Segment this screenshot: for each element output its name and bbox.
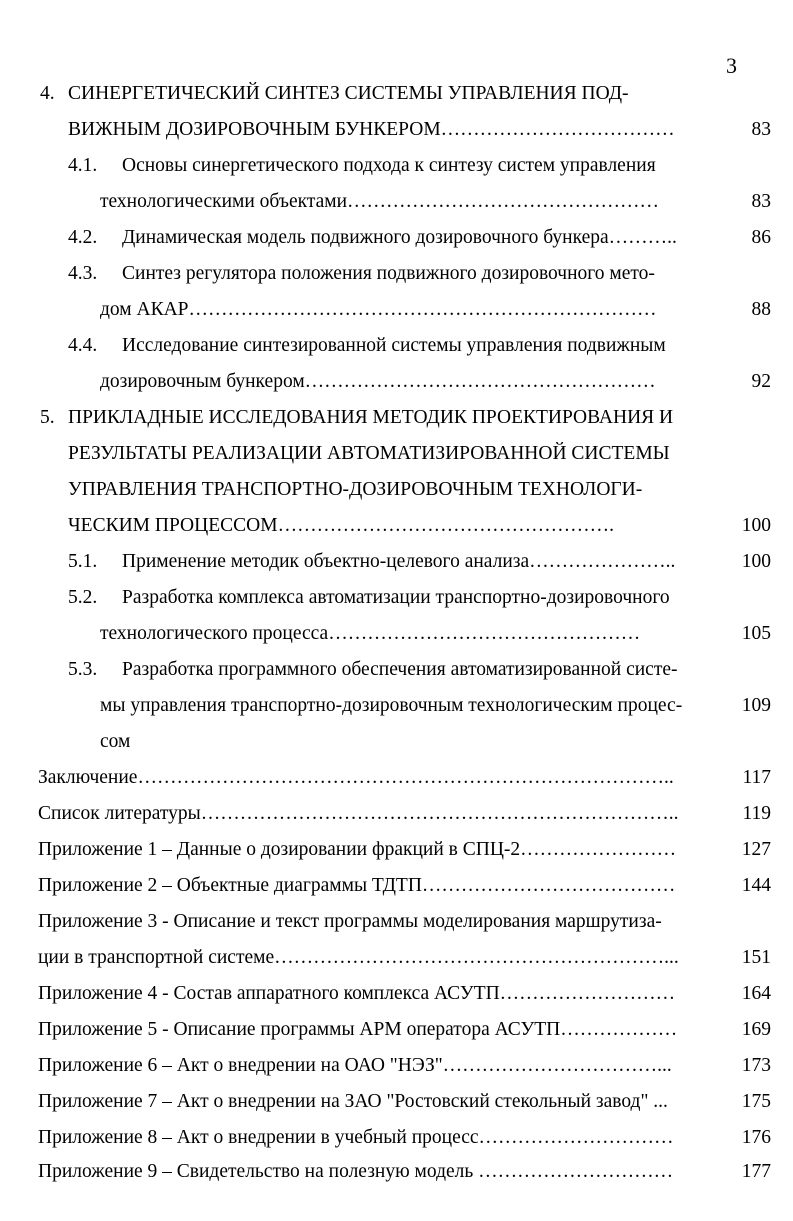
- section-title-cont: технологическими объектами…………………………………………: [100, 191, 660, 212]
- toc-chapter-5-cont[interactable]: [0, 508, 793, 544]
- section-title: Синтез регулятора положения подвижного дозировочного мето-: [122, 263, 655, 284]
- section-title: Динамическая модель подвижного дозировочного бункера………..: [122, 227, 677, 248]
- section-title: Основы синергетического подхода к синтезу систем управления: [122, 155, 656, 176]
- toc-appendix-5[interactable]: [0, 1012, 793, 1048]
- section-title: Применение методик объектно-целевого анализа…………………..: [122, 551, 676, 572]
- chapter-title: ПРИКЛАДНЫЕ ИССЛЕДОВАНИЯ МЕТОДИК ПРОЕКТИРОВАНИЯ И: [68, 407, 674, 428]
- page-ref: 100: [741, 551, 771, 572]
- toc-section-5-3[interactable]: [0, 652, 793, 688]
- page-ref: 169: [741, 1019, 771, 1040]
- section-number: 5.1.: [68, 551, 98, 572]
- toc-chapter-5-cont[interactable]: [0, 436, 793, 472]
- toc-chapter-4-cont[interactable]: [0, 112, 793, 148]
- section-number: 4.2.: [68, 227, 98, 248]
- page-ref: 92: [751, 371, 771, 392]
- toc-appendix-9[interactable]: [0, 1154, 793, 1188]
- toc-appendix-8[interactable]: [0, 1120, 793, 1154]
- page-ref: 100: [741, 515, 771, 536]
- toc-appendix-1[interactable]: [0, 832, 793, 868]
- toc-appendix-3[interactable]: [0, 904, 793, 940]
- toc-section-5-3-cont[interactable]: [0, 724, 793, 760]
- toc-section-4-3[interactable]: [0, 256, 793, 292]
- page-ref: 109: [741, 695, 771, 716]
- section-number: 5.2.: [68, 587, 98, 608]
- page-ref: 173: [741, 1055, 771, 1076]
- page-ref: 176: [741, 1127, 771, 1148]
- toc-section-5-2[interactable]: [0, 580, 793, 616]
- page-ref: 86: [751, 227, 771, 248]
- page-ref: 164: [741, 983, 771, 1004]
- page-ref: 117: [742, 767, 771, 788]
- entry-title: Приложение 8 – Акт о внедрении в учебный процесс…………………………: [38, 1127, 674, 1148]
- entry-title: Приложение 6 – Акт о внедрении на ОАО "НЭЗ"……………………………...: [38, 1055, 672, 1076]
- toc-appendix-3-cont[interactable]: [0, 940, 793, 976]
- section-title-cont: дом АКАР………………………………………………………………: [100, 299, 657, 320]
- entry-title: Приложение 2 – Объектные диаграммы ТДТП…………………………………: [38, 875, 676, 896]
- table-of-contents: [0, 76, 793, 1188]
- toc-appendix-6[interactable]: [0, 1048, 793, 1084]
- page-ref: 105: [741, 623, 771, 644]
- chapter-number: 5.: [40, 407, 55, 428]
- page-ref: 119: [742, 803, 771, 824]
- page-ref: 83: [751, 191, 771, 212]
- toc-section-4-2[interactable]: [0, 220, 793, 256]
- section-title-cont: дозировочным бункером………………………………………………: [100, 371, 656, 392]
- toc-chapter-4[interactable]: [0, 76, 793, 112]
- toc-section-4-4-cont[interactable]: [0, 364, 793, 400]
- page-ref: 151: [741, 947, 771, 968]
- section-title-cont: мы управления транспортно-дозировочным технологическим процес-: [100, 695, 683, 716]
- toc-section-5-1[interactable]: [0, 544, 793, 580]
- toc-section-4-3-cont[interactable]: [0, 292, 793, 328]
- entry-title-cont: ции в транспортной системе……………………………………………………...: [38, 947, 679, 968]
- section-number: 4.4.: [68, 335, 98, 356]
- toc-section-4-1[interactable]: [0, 148, 793, 184]
- entry-title: Список литературы………………………………………………………………..: [38, 803, 679, 824]
- chapter-title: СИНЕРГЕТИЧЕСКИЙ СИНТЕЗ СИСТЕМЫ УПРАВЛЕНИЯ ПОД-: [68, 83, 629, 104]
- toc-section-4-4[interactable]: [0, 328, 793, 364]
- section-title: Разработка программного обеспечения автоматизированной систе-: [122, 659, 678, 680]
- entry-title: Приложение 4 - Состав аппаратного комплекса АСУТП………………………: [38, 983, 676, 1004]
- page-ref: 177: [741, 1161, 771, 1182]
- toc-references[interactable]: [0, 796, 793, 832]
- chapter-title-cont: ЧЕСКИМ ПРОЦЕССОМ…………………………………………….: [68, 515, 614, 536]
- entry-title: Приложение 3 - Описание и текст программы моделирования маршрутиза-: [38, 911, 662, 932]
- page-ref: 175: [741, 1091, 771, 1112]
- section-title: Исследование синтезированной системы управления подвижным: [122, 335, 666, 356]
- toc-chapter-5-cont[interactable]: [0, 472, 793, 508]
- entry-title: Заключение………………………………………………………………………..: [38, 767, 674, 788]
- toc-appendix-4[interactable]: [0, 976, 793, 1012]
- section-number: 4.3.: [68, 263, 98, 284]
- section-title-cont: технологического процесса…………………………………………: [100, 623, 641, 644]
- page-ref: 83: [751, 119, 771, 140]
- page-ref: 88: [751, 299, 771, 320]
- toc-section-5-3-cont[interactable]: [0, 688, 793, 724]
- entry-title: Приложение 7 – Акт о внедрении на ЗАО "Ростовский стекольный завод" ...: [38, 1091, 668, 1112]
- entry-title: Приложение 5 - Описание программы АРМ оператора АСУТП………………: [38, 1019, 678, 1040]
- chapter-title-cont: УПРАВЛЕНИЯ ТРАНСПОРТНО-ДОЗИРОВОЧНЫМ ТЕХНОЛОГИ-: [68, 479, 643, 500]
- entry-title: Приложение 1 – Данные о дозировании фракций в СПЦ-2……………………: [38, 839, 677, 860]
- toc-appendix-7[interactable]: [0, 1084, 793, 1120]
- toc-section-5-2-cont[interactable]: [0, 616, 793, 652]
- page-ref: 127: [741, 839, 771, 860]
- toc-chapter-5[interactable]: [0, 400, 793, 436]
- page-ref: 144: [741, 875, 771, 896]
- section-number: 5.3.: [68, 659, 98, 680]
- section-number: 4.1.: [68, 155, 98, 176]
- toc-appendix-2[interactable]: [0, 868, 793, 904]
- section-title-cont: сом: [100, 731, 131, 752]
- section-title: Разработка комплекса автоматизации транспортно-дозировочного: [122, 587, 670, 608]
- chapter-title-cont: ВИЖНЫМ ДОЗИРОВОЧНЫМ БУНКЕРОМ………………………………: [68, 119, 675, 140]
- toc-section-4-1-cont[interactable]: [0, 184, 793, 220]
- chapter-title-cont: РЕЗУЛЬТАТЫ РЕАЛИЗАЦИИ АВТОМАТИЗИРОВАННОЙ СИСТЕМЫ: [68, 443, 670, 464]
- entry-title: Приложение 9 – Свидетельство на полезную модель …………………………: [38, 1161, 674, 1182]
- toc-conclusion[interactable]: [0, 760, 793, 796]
- chapter-number: 4.: [40, 83, 55, 104]
- page-number: 3: [726, 53, 737, 78]
